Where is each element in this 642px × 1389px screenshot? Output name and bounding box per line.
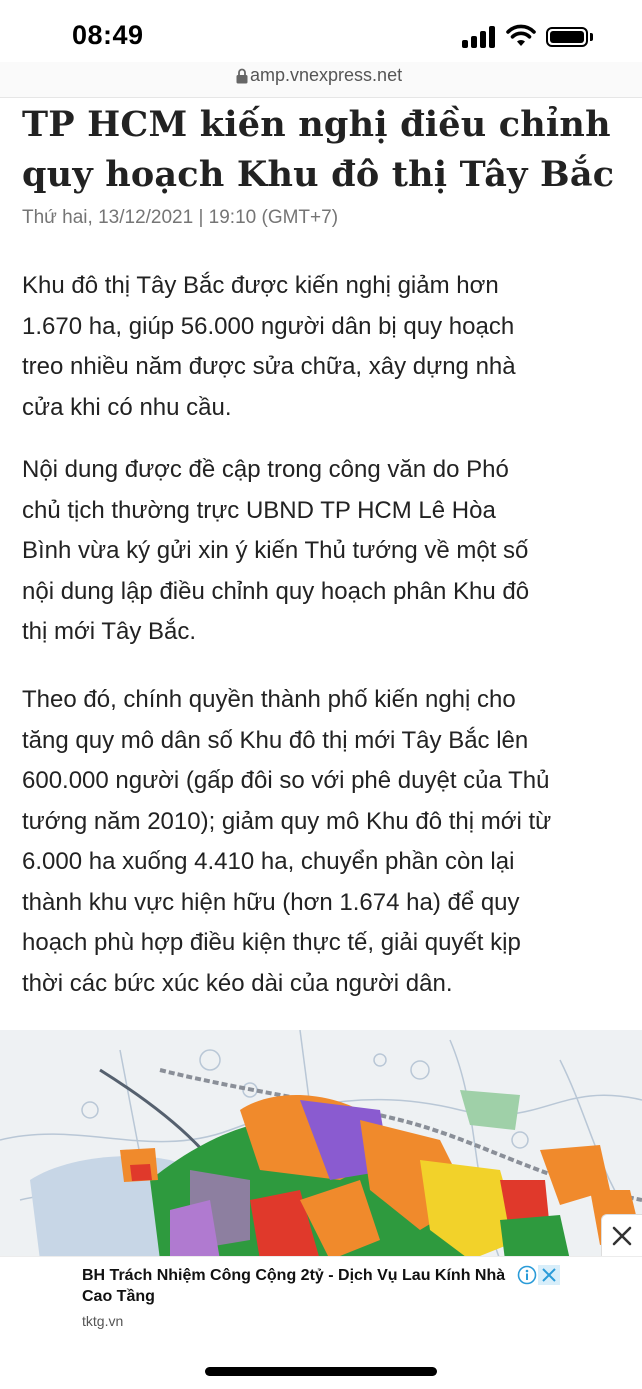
ad-title[interactable]: BH Trách Nhiệm Công Cộng 2tỷ - Dịch Vụ Lau Kính Nhà Cao Tầng [82, 1267, 506, 1305]
article-paragraph [22, 450, 622, 653]
paragraph-line: 1.670 ha, giúp 56.000 người dân bị quy hoạch [22, 312, 515, 340]
paragraph-line: tăng quy mô dân số Khu đô thị mới Tây Bắc lên [22, 726, 529, 754]
planning-map-illustration [0, 1030, 642, 1260]
article-header [22, 100, 622, 232]
paragraph-line: hoạch phù hợp điều kiện thực tế, giải quyết kịp [22, 929, 521, 956]
paragraph-line: treo nhiều năm được sửa chữa, xây dựng nhà [22, 353, 516, 380]
wifi-icon [506, 24, 536, 48]
paragraph-line: 6.000 ha xuống 4.410 ha, chuyển phần còn lại [22, 848, 515, 875]
status-bar [0, 0, 642, 62]
planning-map-image[interactable] [0, 1030, 642, 1260]
article-date: Thứ hai, 13/12/2021 | 19:10 (GMT+7) [22, 207, 339, 228]
status-time: 08:49 [72, 20, 144, 50]
paragraph-line: chủ tịch thường trực UBND TP HCM Lê Hòa [22, 496, 496, 524]
paragraph-line: cửa khi có nhu cầu. [22, 393, 232, 421]
paragraph-line: Nội dung được đề cập trong công văn do Phó [22, 456, 509, 483]
ad-choices-close-icon[interactable] [538, 1265, 560, 1285]
paragraph-line: nội dung lập điều chỉnh quy hoạch phân Khu đô [22, 577, 530, 605]
paragraph-line: 600.000 người (gấp đôi so với phê duyệt của Thủ [22, 767, 550, 794]
battery-icon [546, 27, 588, 47]
battery-tip [590, 33, 593, 41]
ad-domain: tktg.vn [82, 1313, 124, 1329]
article-paragraph [22, 680, 622, 1004]
article-title [22, 100, 622, 200]
ad-banner[interactable] [0, 1256, 642, 1348]
paragraph-line: thời các bức xúc kéo dài của người dân. [22, 969, 453, 997]
ad-close-button[interactable] [601, 1214, 642, 1256]
paragraph-line: Theo đó, chính quyền thành phố kiến nghị cho [22, 686, 516, 713]
paragraph-line: Khu đô thị Tây Bắc được kiến nghị giảm hơn [22, 272, 499, 299]
paragraph-line: tướng năm 2010); giảm quy mô Khu đô thị mới từ [22, 807, 552, 835]
paragraph-line: thành khu vực hiện hữu (hơn 1.674 ha) để quy [22, 888, 520, 916]
article-title-line: quy hoạch Khu đô thị Tây Bắc [22, 154, 615, 195]
lock-icon [236, 68, 248, 84]
home-indicator[interactable] [205, 1367, 437, 1376]
paragraph-line: Bình vừa ký gửi xin ý kiến Thủ tướng về một số [22, 537, 529, 564]
url-text: amp.vnexpress.net [250, 65, 403, 85]
ad-info-icon[interactable] [517, 1265, 537, 1285]
close-icon [612, 1226, 632, 1246]
article-paragraph-lead [22, 266, 622, 428]
cellular-signal-icon [462, 26, 496, 48]
paragraph-line: thị mới Tây Bắc. [22, 618, 197, 645]
address-bar[interactable] [0, 62, 642, 98]
article-title-line: TP HCM kiến nghị điều chỉnh [22, 104, 611, 145]
